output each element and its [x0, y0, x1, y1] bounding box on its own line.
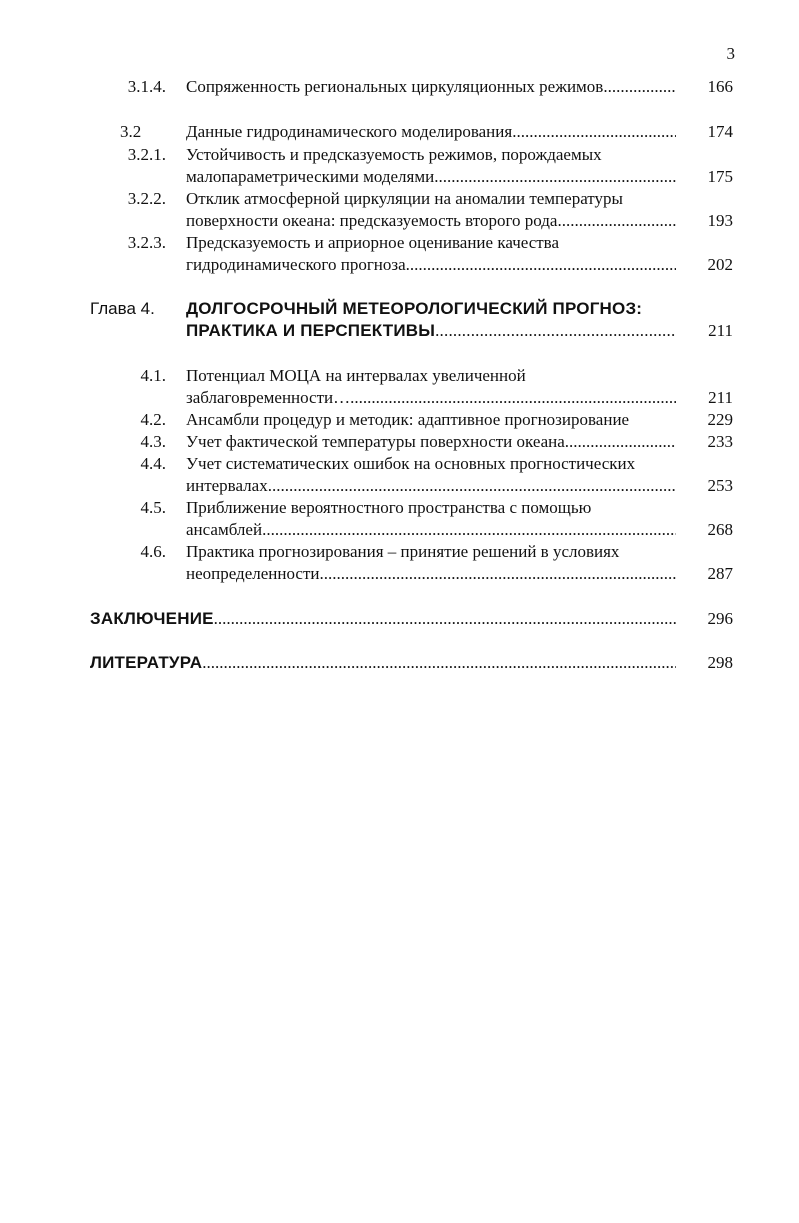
- toc-entry-page: 202: [707, 255, 733, 274]
- toc-entry-number: 3.1.4.: [127, 77, 166, 96]
- toc-entry-number: 3.2: [120, 122, 142, 141]
- toc-entry-page: 193: [707, 211, 733, 230]
- toc-entry-title: Устойчивость и предсказуемость режимов, порождаемых малопараметрическими моделями .....: [186, 144, 676, 188]
- toc-entry-title: Учет фактической температуры поверхности океана .....: [186, 431, 676, 453]
- toc-entry-number: 4.1.: [140, 366, 166, 385]
- toc-entry-title: Предсказуемость и априорное оценивание качества гидродинамического прогноза .....: [186, 232, 676, 276]
- toc-entry-title: Ансамбли процедур и методик: адаптивное прогнозирование: [186, 410, 630, 429]
- toc-entry-number: 3.2.2.: [127, 189, 166, 208]
- chapter-title: ДОЛГОСРОЧНЫЙ МЕТЕОРОЛОГИЧЕСКИЙ ПРОГНОЗ: ПРАКТИКА И ПЕРСПЕКТИВЫ .....: [186, 298, 676, 342]
- chapter-page: 211: [708, 321, 733, 340]
- toc-entry-title: Учет систематических ошибок на основных прогностических интервалах .....: [186, 453, 676, 497]
- toc-entry-title: Отклик атмосферной циркуляции на аномалии температуры поверхности океана: предсказуемость второго рода .....: [186, 188, 676, 232]
- toc-entry-page: 166: [707, 77, 733, 96]
- toc-entry-number: 4.6.: [140, 542, 166, 561]
- toc-entry-page: 175: [707, 167, 733, 186]
- toc-entry-page: 229: [707, 410, 733, 429]
- toc-entry-page: 174: [707, 122, 733, 141]
- toc-entry-title: Данные гидродинамического моделирования .....: [186, 121, 676, 143]
- literature-page: 298: [707, 653, 733, 672]
- chapter-label: Глава 4.: [90, 299, 155, 318]
- toc-entry-page: 253: [707, 476, 733, 495]
- toc-entry-number: 3.2.1.: [127, 145, 166, 164]
- toc-entry-page: 211: [708, 388, 733, 407]
- toc-entry-title: Сопряженность региональных циркуляционных режимов .....: [186, 76, 676, 98]
- page-number: 3: [726, 44, 735, 63]
- toc-entry-title: Практика прогнозирования – принятие решений в условиях неопределенности .....: [186, 541, 676, 585]
- toc-entry-number: 4.2.: [140, 410, 166, 429]
- conclusion-page: 296: [707, 609, 733, 628]
- toc-entry-number: 4.3.: [140, 432, 166, 451]
- conclusion-entry: ЗАКЛЮЧЕНИЕ .....: [90, 608, 676, 630]
- toc-entry-number: 4.5.: [140, 498, 166, 517]
- toc-entry-page: 233: [707, 432, 733, 451]
- toc-entry-number: 3.2.3.: [127, 233, 166, 252]
- toc-entry-title: Потенциал МОЦА на интервалах увеличенной заблаговременности… .....: [186, 365, 676, 409]
- toc-entry-number: 4.4.: [140, 454, 166, 473]
- toc-entry-title: Приближение вероятностного пространства с помощью ансамблей .....: [186, 497, 676, 541]
- toc-entry-page: 268: [707, 520, 733, 539]
- toc-entry-page: 287: [707, 564, 733, 583]
- literature-entry: ЛИТЕРАТУРА .....: [90, 652, 676, 674]
